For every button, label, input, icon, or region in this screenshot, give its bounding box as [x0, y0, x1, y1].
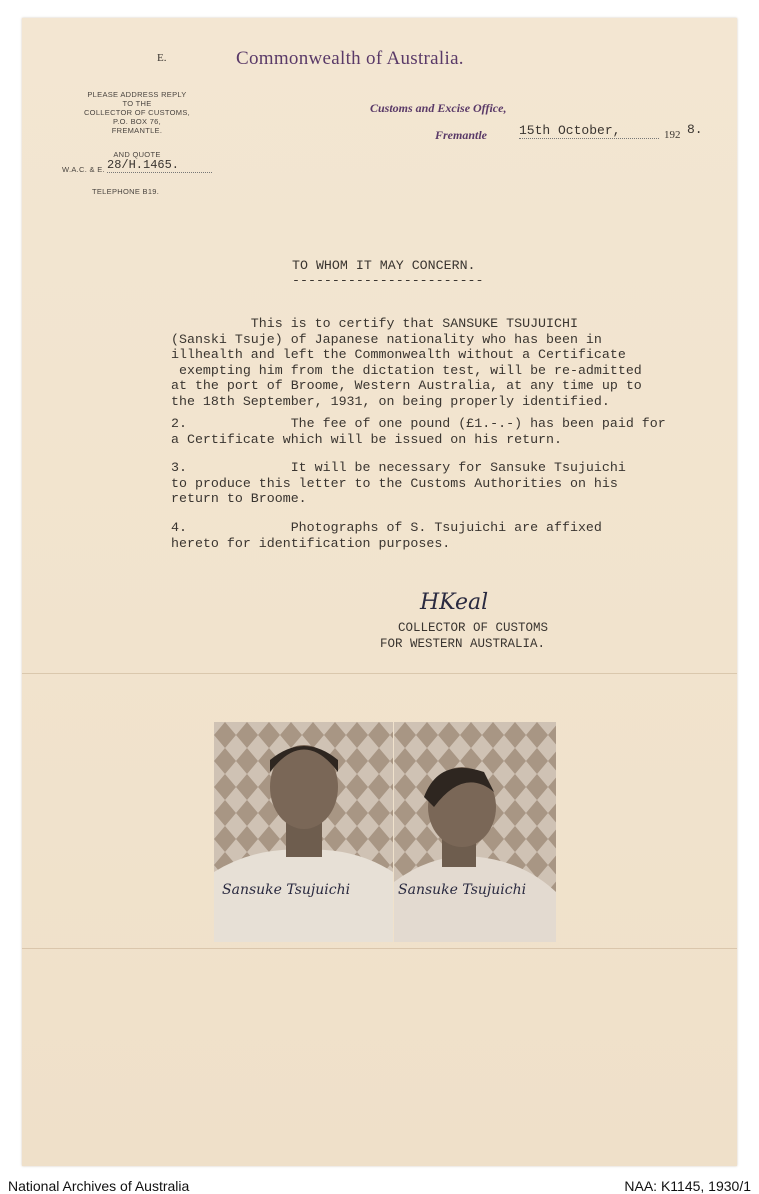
letter-heading: TO WHOM IT MAY CONCERN. [292, 258, 476, 273]
reply-line: PLEASE ADDRESS REPLY [87, 90, 187, 99]
photo-profile-view [394, 722, 556, 942]
fold-line [22, 948, 737, 949]
telephone: TELEPHONE B19. [92, 187, 160, 196]
reply-line: TO THE [122, 99, 152, 108]
photo-front-view [214, 722, 393, 942]
archive-credit: National Archives of Australia [8, 1178, 190, 1194]
paragraph-4: 4. Photographs of S. Tsujuichi are affixed hereto for identification purposes. [171, 520, 602, 551]
reply-line: COLLECTOR OF CUSTOMS, [83, 108, 191, 117]
office-name: Customs and Excise Office, [370, 101, 507, 115]
letter-date: 15th October, [519, 123, 659, 139]
quote-prefix: W.A.C. & E. [62, 165, 105, 174]
paragraph-1: This is to certify that SANSUKE TSUJUICHI (Sanski Tsuje) of Japanese nationality who has been in illhealth and left the Commonwealth without a Certificate exempting him from the dictation test, will be re-admitted at the port of Broome, Western Australia, at any time up to the 18th September, 1931, on being properly identified. [171, 316, 642, 409]
year-prefix: 192 [664, 129, 681, 141]
year-suffix: 8. [687, 122, 703, 137]
heading-underline: ------------------------ [292, 273, 484, 288]
reply-address-block [64, 90, 210, 135]
signature-title-1: COLLECTOR OF CUSTOMS [398, 621, 549, 635]
quote-label: AND QUOTE [113, 150, 161, 159]
signature-title-2: FOR WESTERN AUSTRALIA. [380, 637, 546, 651]
paragraph-3: 3. It will be necessary for Sansuke Tsujuichi to produce this letter to the Customs Authorities on his return to Broome. [171, 460, 626, 507]
paragraph-2: 2. The fee of one pound (£1.-.-) has been paid for a Certificate which will be issued on his return. [171, 416, 666, 447]
quote-reference: 28/H.1465. [107, 158, 212, 173]
photo-caption: Sansuke Tsujuichi [398, 882, 527, 898]
portrait-front-image [214, 722, 393, 942]
archive-reference: NAA: K1145, 1930/1 [624, 1178, 751, 1194]
reply-line: FREMANTLE. [111, 126, 163, 135]
reference-letter: E. [157, 52, 167, 64]
reply-line: P.O. BOX 76, [112, 117, 162, 126]
letterhead-title: Commonwealth of Australia. [236, 48, 464, 69]
collector-signature: HKeal [420, 590, 489, 615]
portrait-profile-image [394, 722, 556, 942]
place-name: Fremantle [435, 128, 488, 142]
fold-line [22, 673, 737, 674]
photo-caption: Sansuke Tsujuichi [222, 882, 351, 898]
